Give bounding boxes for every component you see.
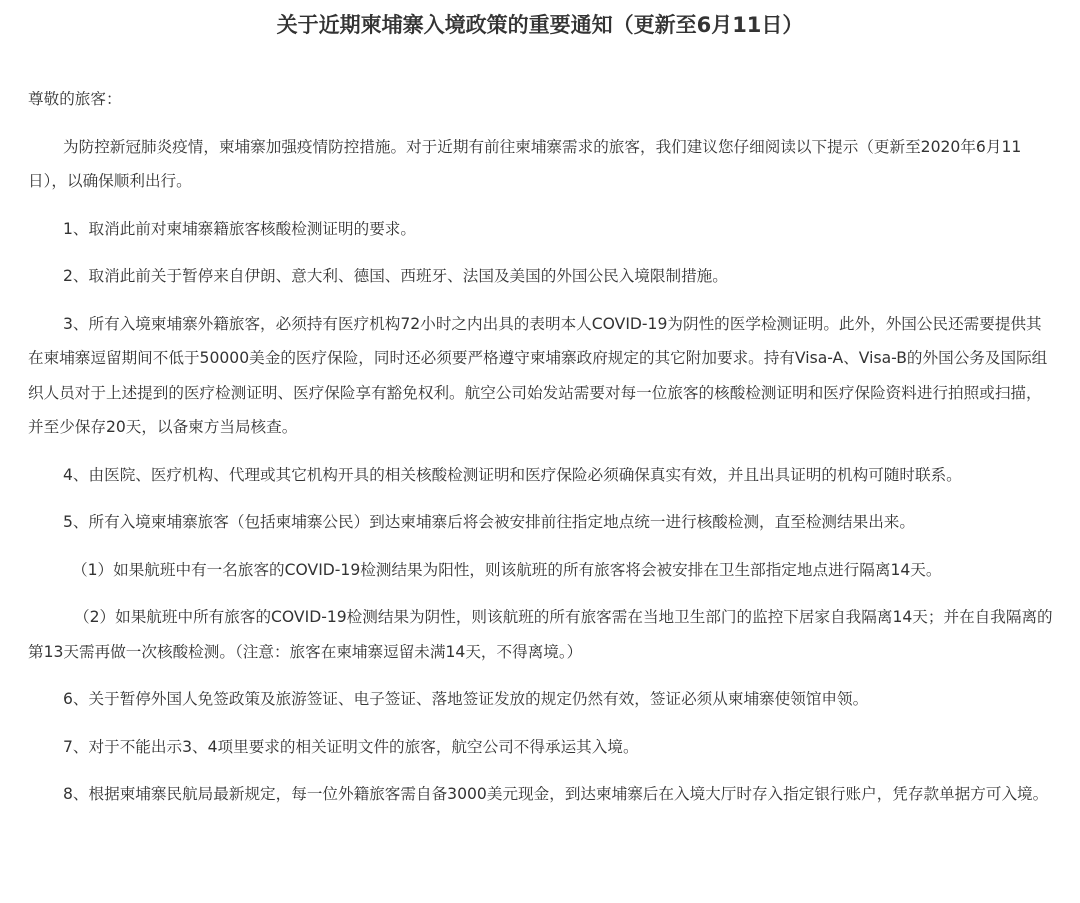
greeting: 尊敬的旅客： [28, 90, 122, 108]
list-item-8: 8、根据柬埔寨民航局最新规定，每一位外籍旅客需自备3000美元现金，到达柬埔寨后在入境大厅时存入指定银行账户，凭存款单据方可入境。 [63, 785, 1049, 803]
list-item-1: 1、取消此前对柬埔寨籍旅客核酸检测证明的要求。 [63, 219, 416, 238]
list-item-3: 3、所有入境柬埔寨外籍旅客，必须持有医疗机构72小时之内出具的表明本人COVID-19为阴性的医学检测证明。此外，外国公民还需要提供其在柬埔寨逗留期间不低于50000美金的医疗保险，同时还必须要严格遵守柬埔寨政府规定的其它附加要求。持有Visa-A、Visa-B的外国公务及国际组织人员对于上述提到的医疗检测证明、医疗保险享有豁免权利。航空公司始发站需要对每一位旅客的核酸检测证明和医疗保险资料进行拍照或扫描，并至少保存20天，以备柬方当局核查。 [28, 314, 1048, 436]
list-item-6: 6、关于暂停外国人免签政策及旅游签证、电子签证、落地签证发放的规定仍然有效，签证必须从柬埔寨使领馆申领。 [63, 690, 869, 708]
sub-item-1: （1）如果航班中有一名旅客的COVID-19检测结果为阳性，则该航班的所有旅客将会被安排在卫生部指定地点进行隔离14天。 [72, 560, 942, 579]
intro-paragraph: 为防控新冠肺炎疫情，柬埔寨加强疫情防控措施。对于近期有前往柬埔寨需求的旅客，我们建议您仔细阅读以下提示（更新至2020年6月11日），以确保顺利出行。 [28, 137, 1022, 190]
list-item-7: 7、对于不能出示3、4项里要求的相关证明文件的旅客，航空公司不得承运其入境。 [63, 737, 639, 756]
list-item-5: 5、所有入境柬埔寨旅客（包括柬埔寨公民）到达柬埔寨后将会被安排前往指定地点统一进行核酸检测，直至检测结果出来。 [63, 513, 915, 531]
sub-item-2: （2）如果航班中所有旅客的COVID-19检测结果为阴性，则该航班的所有旅客需在当地卫生部门的监控下居家自我隔离14天；并在自我隔离的第13天需再做一次核酸检测。（注意：旅客在柬埔寨逗留未满14天，不得离境。） [28, 608, 1053, 661]
notice-body [28, 82, 1056, 812]
list-item-4: 4、由医院、医疗机构、代理或其它机构开具的相关核酸检测证明和医疗保险必须确保真实有效，并且出具证明的机构可随时联系。 [63, 465, 962, 484]
list-item-2: 2、取消此前关于暂停来自伊朗、意大利、德国、西班牙、法国及美国的外国公民入境限制措施。 [63, 267, 728, 285]
page-title: 关于近期柬埔寨入境政策的重要通知（更新至6月11日） [276, 13, 804, 37]
